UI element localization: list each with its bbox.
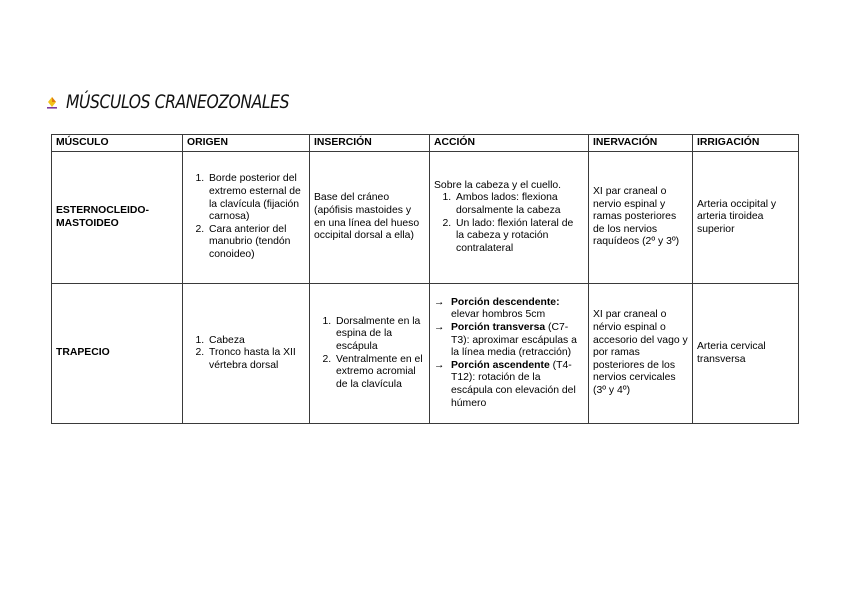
origin-cell <box>183 152 310 284</box>
column-header-origin: ORIGEN <box>183 135 310 152</box>
column-header-irrigation: IRRIGACIÓN <box>693 135 799 152</box>
page-title: MÚSCULOS CRANEOZONALES <box>66 91 290 113</box>
action-lead-text: Sobre la cabeza y el cuello. <box>434 179 562 191</box>
table-row <box>52 284 799 424</box>
list-item: 1. Ambos lados: flexiona dorsalmente la cabeza <box>454 192 584 217</box>
insertion-cell <box>310 284 430 424</box>
portion-description: elevar hombros 5cm <box>451 309 546 321</box>
list-item <box>434 360 584 410</box>
muscles-table <box>51 134 799 424</box>
insertion-list <box>314 316 425 392</box>
origin-list <box>187 335 305 373</box>
list-item <box>434 297 584 322</box>
column-header-insertion: INSERCIÓN <box>310 135 430 152</box>
table-row <box>52 152 799 284</box>
column-header-innervation: INERVACIÓN <box>589 135 693 152</box>
list-item: 1. Dorsalmente en la espina de la escápula <box>334 316 425 354</box>
column-header-action: ACCIÓN <box>430 135 589 152</box>
section-heading <box>46 88 338 116</box>
innervation-cell: XI par craneal o nérvio espinal o accesorio del vago y por ramas posteriores de los nervios cervicales (3º y 4º) <box>589 284 693 424</box>
muscle-name-cell: TRAPECIO <box>52 284 183 424</box>
right-arrow-icon: → <box>434 359 445 371</box>
insertion-cell: Base del cráneo (apófisis mastoides y en una línea del hueso occipital dorsal a ella) <box>310 152 430 284</box>
portion-label: Porción ascendente <box>451 359 550 371</box>
irrigation-cell: Arteria cervical transversa <box>693 284 799 424</box>
action-list <box>434 192 584 255</box>
innervation-cell: XI par craneal o nervio espinal y ramas posteriores de los nervios raquídeos (2º y 3º) <box>589 152 693 284</box>
list-item: 2. Ventralmente en el extremo acromial de la clavícula <box>334 354 425 392</box>
list-item: 2. Tronco hasta la XII vértebra dorsal <box>207 347 305 372</box>
origin-list <box>187 173 305 261</box>
portion-label: Porción descendente: <box>451 296 560 308</box>
list-item: 1. Borde posterior del extremo esternal de la clavícula (fijación carnosa) <box>207 173 305 223</box>
list-item: 2. Un lado: flexión lateral de la cabeza y rotación contralateral <box>454 218 584 256</box>
diamond-bullet-icon <box>46 95 58 109</box>
action-arrow-list <box>434 297 584 410</box>
portion-description: (C7-T3): aproximar escápulas a la línea media (retracción) <box>451 322 577 359</box>
portion-label: Porción transversa <box>451 322 546 334</box>
portion-description: (T4-T12): rotación de la escápula con elevación del húmero <box>451 359 576 409</box>
right-arrow-icon: → <box>434 322 445 334</box>
list-item: 1. Cabeza <box>207 335 305 348</box>
action-cell <box>430 152 589 284</box>
column-header-muscle: MÚSCULO <box>52 135 183 152</box>
list-item <box>434 322 584 360</box>
irrigation-cell: Arteria occipital y arteria tiroidea superior <box>693 152 799 284</box>
origin-cell <box>183 284 310 424</box>
list-item: 2. Cara anterior del manubrio (tendón conoideo) <box>207 224 305 262</box>
right-arrow-icon: → <box>434 296 445 308</box>
table-header-row <box>52 135 799 152</box>
action-cell <box>430 284 589 424</box>
muscle-name-cell: ESTERNOCLEIDO-MASTOIDEO <box>52 152 183 284</box>
